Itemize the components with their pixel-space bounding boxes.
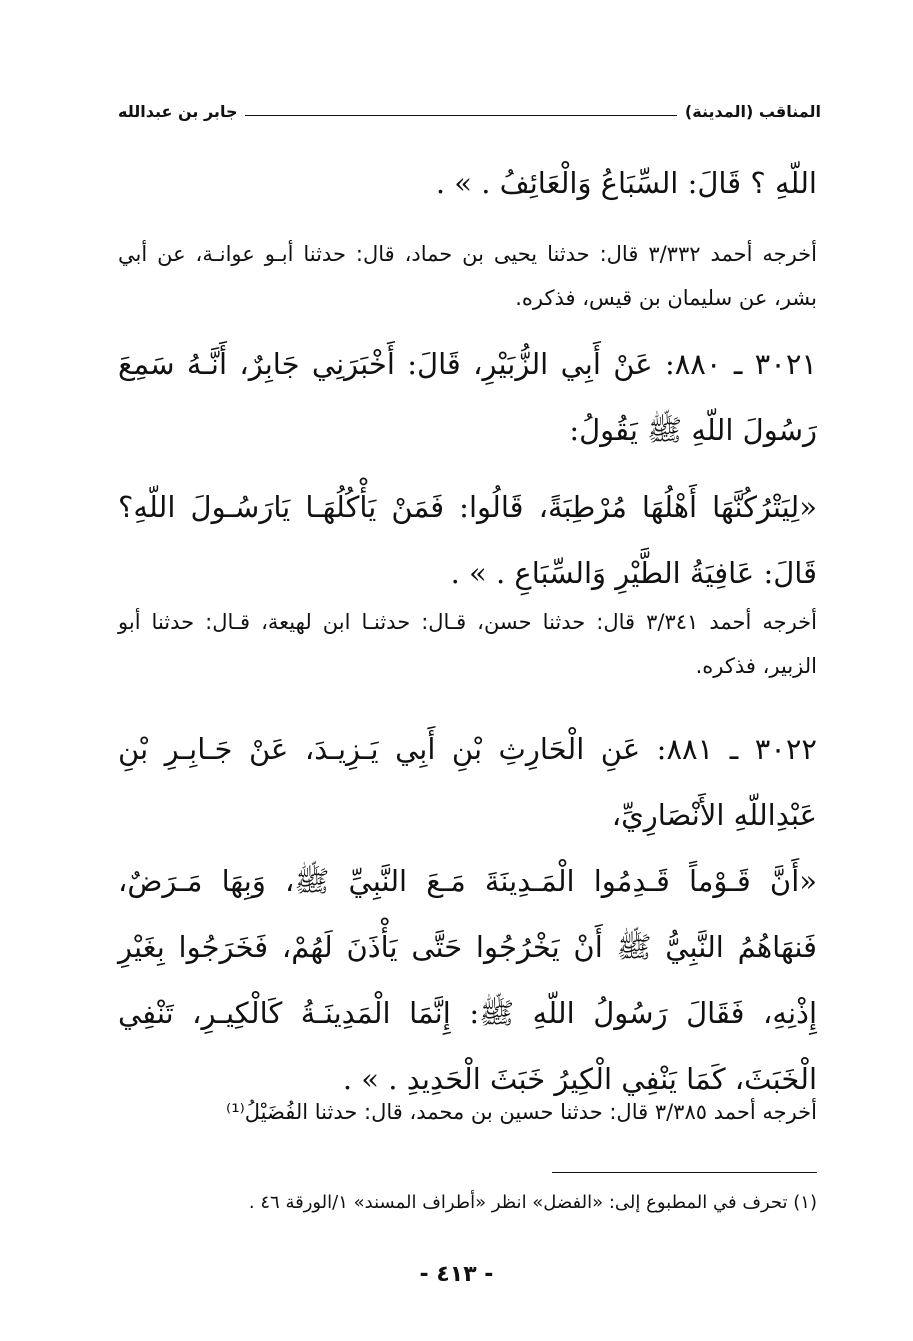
hadith-3022-isnad: ٣٠٢٢ ـ ٨٨١: عَنِ الْحَارِثِ بْنِ أَبِي يَـزِيـدَ، عَنْ جَـابِـرِ بْنِ عَبْدِاللّهِ الأَنْصَارِيِّ، (118, 732, 818, 832)
footnote-rule (552, 1172, 817, 1173)
hadith-3022-matn: «أَنَّ قَـوْماً قَـدِمُوا الْمَـدِينَةَ مَـعَ النَّبِيِّ ﷺ، وَبِهَا مَـرَضٌ، فَنهَاهُمُ النَّبِيُّ ﷺ أَنْ يَخْرُجُوا حَتَّى يَأْذَنَ لَهُمْ، فَخَرَجُوا بِغَيْرِ إِذْنِهِ، فَقَالَ رَسُولُ اللّهِ ﷺ: إِنَّمَا الْمَدِينَـةُ كَالْكِيـرِ، تَنْفِي الْخَبَثَ، كَمَا يَنْفِي الْكِيرُ خَبَثَ الْحَدِيدِ . » . (118, 864, 817, 1096)
page-number: - ٤١٣ - (419, 1262, 494, 1287)
header-section-title: المناقب (المدينة) (684, 101, 821, 121)
header-rule (245, 115, 676, 116)
running-header (118, 98, 821, 124)
hadith-3021-isnad: ٣٠٢١ ـ ٨٨٠: عَنْ أَبِي الزُّبَيْرِ، قَالَ: أَخْبَرَنِي جَابِرٌ، أَنَّـهُ سَمِعَ رَسُولَ اللّهِ ﷺ يَقُولُ: (118, 347, 817, 447)
takhrij-note-1: أخرجه أحمد ٣/٣٣٢ قال: حدثنا يحيى بن حماد، قال: حدثنا أبـو عوانـة، عن أبي بشر، عن سليمان بن قيس، فذكره. (118, 242, 818, 310)
footnote: (١) تحرف في المطبوع إلى: «الفضل» انظر «أطراف المسند» ١/الورقة ٤٦ . (248, 1192, 817, 1213)
hadith-text-continuation: اللّهِ ؟ قَالَ: السِّبَاعُ وَالْعَائِفُ . » . (435, 166, 817, 200)
header-chapter-title: جابر بن عبدالله (118, 101, 238, 121)
takhrij-note-3: أخرجه أحمد ٣/٣٨٥ قال: حدثنا حسين بن محمد، قال: حدثنا الفُضَيْلُ⁽¹⁾ (226, 1100, 817, 1124)
takhrij-note-2: أخرجه أحمد ٣/٣٤١ قال: حدثنا حسن، قـال: حدثنـا ابن لهيعة، قـال: حدثنا أبو الزبير، فذكره. (118, 610, 817, 678)
hadith-3021-matn: «لِيَتْرُكُنَّهَا أَهْلُهَا مُرْطِبَةً، قَالُوا: فَمَنْ يَأْكُلُهَـا يَارَسُـولَ اللّهِ؟ قَالَ: عَافِيَةُ الطَّيْرِ وَالسِّبَاعِ . » . (118, 490, 817, 590)
